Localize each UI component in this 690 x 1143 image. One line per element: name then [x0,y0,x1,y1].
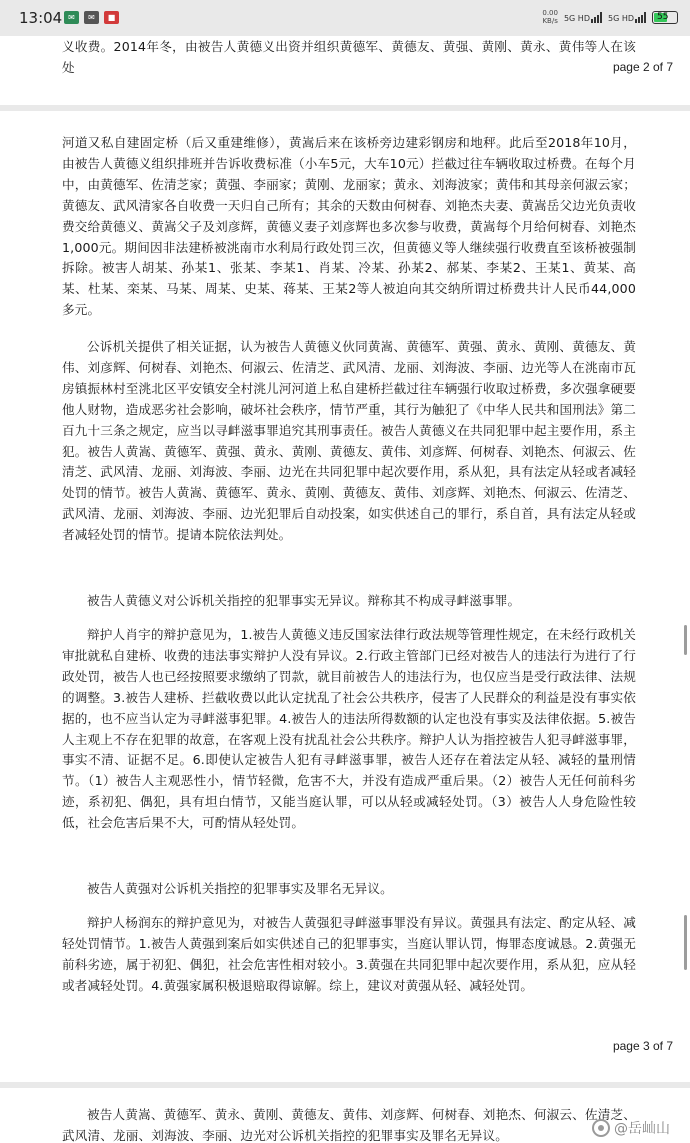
scrollbar-thumb-secondary[interactable] [684,915,687,970]
signal-2-label: 5G HD [607,13,634,23]
weibo-logo-icon [592,1119,610,1137]
signal-bars-icon [635,12,646,23]
signal-2 [608,12,646,23]
app-notification-icon: ✉ [64,11,79,24]
paragraph-1: 河道又私自建固定桥（后又重建维修），黄嵩后来在该桥旁边建彩钢房和地秤。此后至2018年10月，由被告人黄德义组织排班并告诉收费标准（小车5元，大车10元）拦截过往车辆收取过桥费。在每个月中，由黄德军、佐清芝家；黄强、李丽家；黄刚、龙丽家；黄永、刘海波家；黄伟和其母亲何淑云家；黄德友、武风清家各自收费一天归自己所有；其余的天数由何树春、刘艳杰夫妻、黄嵩岳父边光负责收费交给黄德义、黄嵩父子及刘彦辉，黄德义妻子刘彦辉也多次参与收费，黄嵩每个月给何树春、刘艳杰1,000元。期间因非法建桥被洮南市水利局行政处罚三次，但黄德义等人继续强行收费直至该桥被强制拆除。被害人胡某、孙某1、张某、李某1、肖某、冷某、孙某2、郝某、李某2、王某1、黄某、高某、杜某、栾某、马某、周某、史某、蒋某、王某2等人被迫向其交纳所谓过桥费共计人民币44,000多元。 [62,135,636,318]
signal-1-label: 5G HD [563,13,590,23]
battery-icon [652,11,678,24]
page-2-tail-text: 义收费。2014年冬，由被告人黄德义出资并组织黄德军、黄德友、黄强、黄刚、黄永、黄伟等人在该处 [62,39,636,75]
document-page-3 [0,111,690,1082]
paragraph-2: 公诉机关提供了相关证据，认为被告人黄德义伙同黄嵩、黄德军、黄强、黄永、黄刚、黄德友、黄伟、刘彦辉、何树春、刘艳杰、何淑云、佐清芝、武风清、龙丽、刘海波、李丽、边光等人在洮南市瓦房镇振林村至洮北区平安镇安全村洮儿河河道上私自建桥拦截过往车辆强行收取过桥费，多次强拿硬要他人财物，造成恶劣社会影响，破坏社会秩序，情节严重，其行为触犯了《中华人民共和国刑法》第二百九十三条之规定，应当以寻衅滋事罪追究其刑事责任。被告人黄德义在共同犯罪中起主要作用，系主犯。被告人黄嵩、黄德军、黄强、黄永、黄刚、黄德友、黄伟、刘彦辉、何树春、刘艳杰、何淑云、佐清芝、武风清、龙丽、刘海波、李丽、边光在共同犯罪中起次要作用，系从犯，具有法定从轻或者减轻处罚的情节。被告人黄嵩、黄德军、黄永、黄刚、黄德友、黄伟、刘彦辉、刘艳杰、何淑云、佐清芝、武风清、龙丽、刘海波、李丽、边光犯罪后自动投案，如实供述自己的罪行，系自首，具有法定从轻或者减轻处罚的情节。提请本院依法判处。 [62,339,636,543]
document-page-2 [0,36,690,105]
status-bar [0,0,690,36]
paragraph-5: 被告人黄强对公诉机关指控的犯罪事实及罪名无异议。 [87,881,393,896]
paragraph-3: 被告人黄德义对公诉机关指控的犯罪事实无异议。辩称其不构成寻衅滋事罪。 [87,593,521,608]
battery-level: 55 [657,11,669,22]
network-speed: 0.00 KB/s [542,9,558,25]
paragraph-4: 辩护人肖宇的辩护意见为，1.被告人黄德义违反国家法律行政法规等管理性规定，在未经行政机关审批就私自建桥、收费的违法事实辩护人没有异议。2.行政主管部门已经对被告人的违法行为进行了行政处罚，被告人也已经按照要求缴纳了罚款，就目前被告人的违法行为，也仅应当是受行政法律、法规的调整。3.被告人建桥、拦截收费以此认定扰乱了社会公共秩序，侵害了人民群众的利益是没有事实依据的，也不应当认定为寻衅滋事犯罪。4.被告人的违法所得数额的认定也没有事实及法律依据。5.被告人主观上不存在犯罪的故意，在客观上没有扰乱社会公共秩序。辩护人认为指控被告人犯寻衅滋事罪，事实不清、证据不足。6.即使认定被告人犯有寻衅滋事罪，被告人还存在着法定从轻、减轻的量刑情节。（1）被告人主观恶性小，情节轻微，危害不大，并没有造成严重后果。（2）被告人无任何前科劣迹，系初犯、偶犯，具有坦白情节，又能当庭认罪，可以从轻或减轻处罚。（3）被告人人身危险性较低，社会危害后果不大，可酌情从轻处罚。 [62,627,636,831]
status-time: 13:04 [19,9,63,27]
paragraph-6: 辩护人杨润东的辩护意见为，对被告人黄强犯寻衅滋事罪没有异议。黄强具有法定、酌定从轻、减轻处罚情节。1.被告人黄强到案后如实供述自己的犯罪事实，当庭认罪认罚，悔罪态度诚恳。2.黄强无前科劣迹，属于初犯、偶犯，社会危害性相对较小。3.黄强在共同犯罪中起次要作用，系从犯，应从轻或者减轻处罚。4.黄强家属积极退赔取得谅解。综上，建议对黄强从轻、减轻处罚。 [62,915,636,993]
scrollbar-thumb[interactable] [684,625,687,655]
document-page-4 [0,1088,690,1143]
notification-icons [64,11,119,24]
news-notification-icon: ■ [104,11,119,24]
mail-notification-icon: ✉ [84,11,99,24]
page-2-number: page 2 of 7 [612,60,673,74]
status-indicators [542,9,678,25]
page-4-first-paragraph: 被告人黄嵩、黄德军、黄永、黄刚、黄德友、黄伟、刘彦辉、何树春、刘艳杰、何淑云、佐清芝、武风清、龙丽、刘海波、李丽、边光对公诉机关指控的犯罪事实及罪名无异议。 [62,1107,636,1143]
page-3-number: page 3 of 7 [612,1039,673,1053]
watermark [592,1118,670,1138]
signal-bars-icon [591,12,602,23]
watermark-text: @岳屾山 [614,1121,670,1137]
signal-1 [564,12,602,23]
